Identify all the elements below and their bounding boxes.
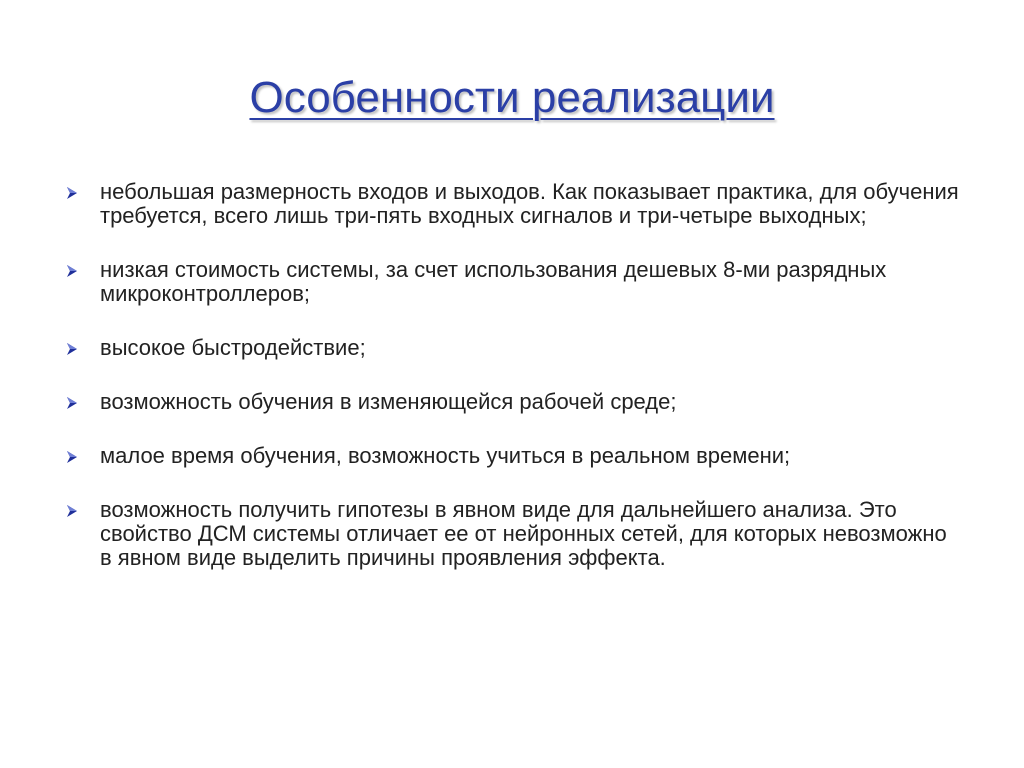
chevron-right-icon — [64, 185, 80, 201]
list-item — [64, 180, 964, 228]
list-item-text: возможность обучения в изменяющейся рабочей среде; — [100, 389, 677, 414]
slide-title: Особенности реализации — [249, 73, 775, 122]
list-item — [64, 258, 964, 306]
chevron-right-icon — [64, 395, 80, 411]
chevron-right-icon — [64, 341, 80, 357]
list-item-text: возможность получить гипотезы в явном виде для дальнейшего анализа. Это свойство ДСМ системы отличает ее от нейронных сетей, для которых невозможно в явном виде выделить причины проявления эффекта. — [100, 497, 947, 570]
list-item-text: низкая стоимость системы, за счет использования дешевых 8-ми разрядных микроконтроллеров; — [100, 257, 887, 306]
list-item-text: малое время обучения, возможность учиться в реальном времени; — [100, 443, 791, 468]
list-item — [64, 498, 964, 570]
list-item — [64, 390, 964, 414]
chevron-right-icon — [64, 449, 80, 465]
bullet-list — [64, 180, 964, 600]
list-item-text: небольшая размерность входов и выходов. Как показывает практика, для обучения требуется, всего лишь три-пять входных сигналов и три-четыре выходных; — [100, 179, 959, 228]
chevron-right-icon — [64, 503, 80, 519]
chevron-right-icon — [64, 263, 80, 279]
list-item — [64, 444, 964, 468]
list-item — [64, 336, 964, 360]
list-item-text: высокое быстродействие; — [100, 335, 366, 360]
